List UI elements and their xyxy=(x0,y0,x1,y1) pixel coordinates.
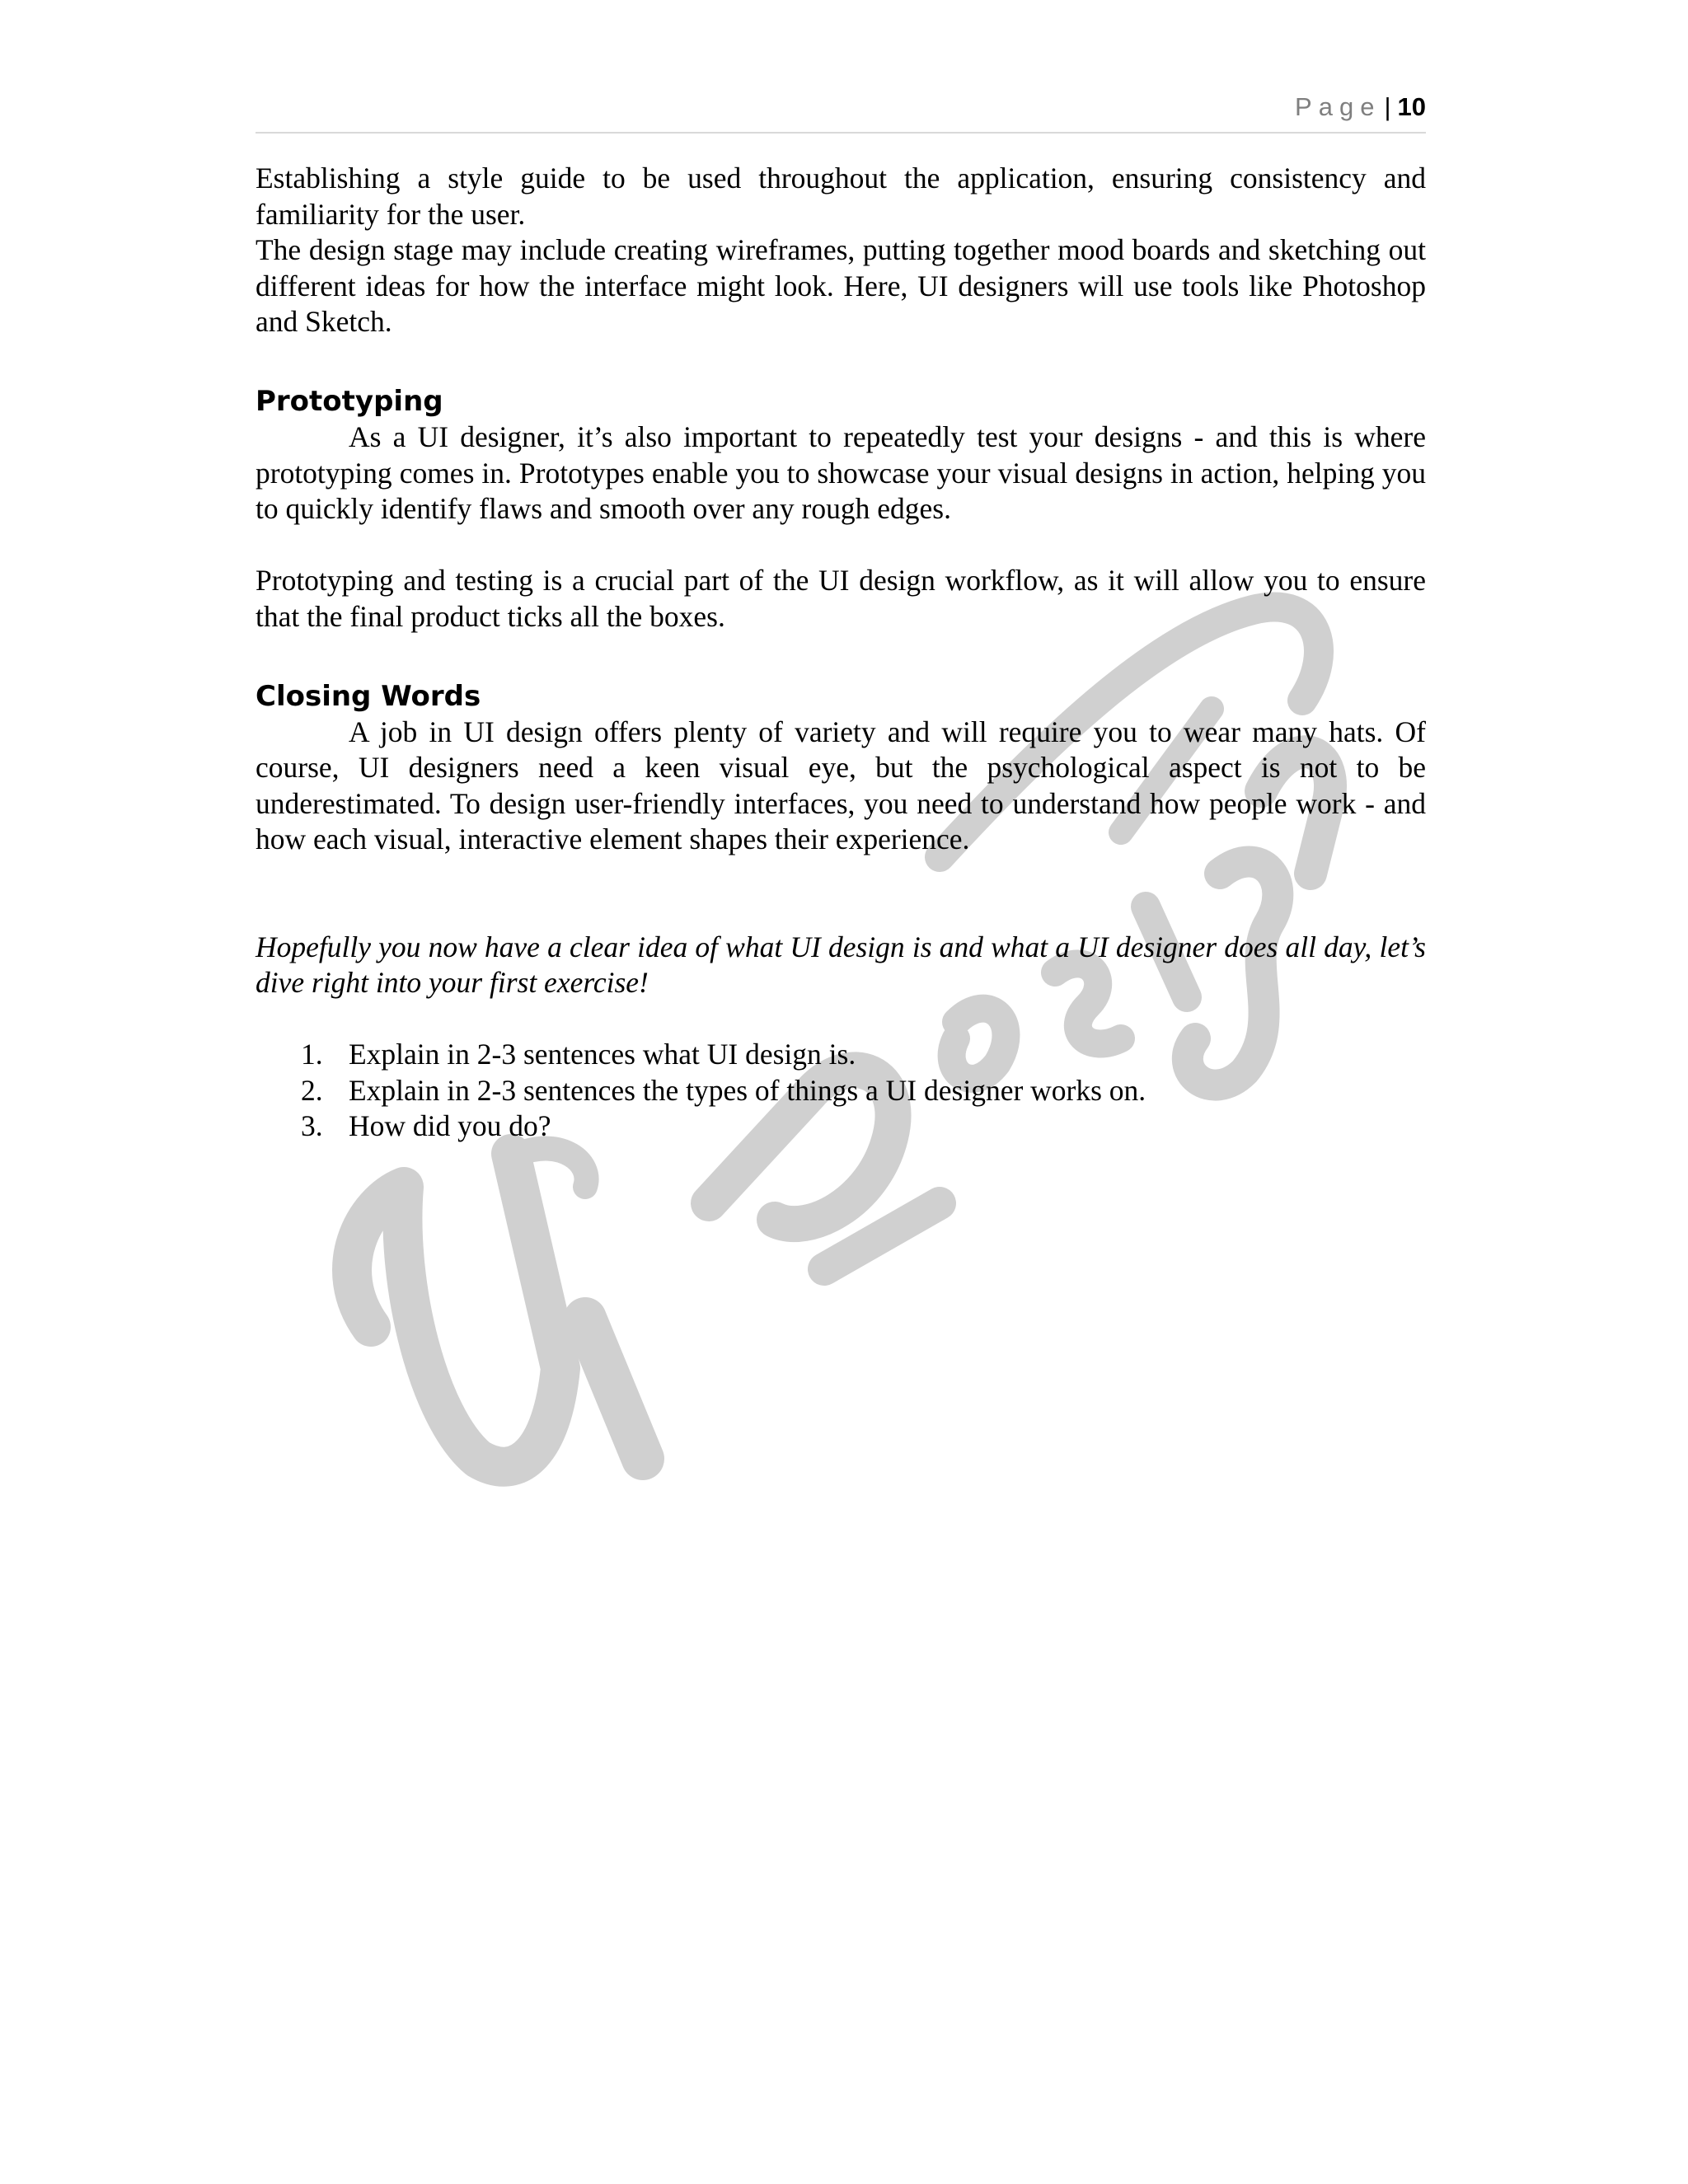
prototyping-paragraph-2: Prototyping and testing is a crucial part of the UI design workflow, as it will allow you to ensure that the final product ticks all the boxes. xyxy=(256,564,1426,633)
exercise-text: Explain in 2-3 sentences what UI design is. xyxy=(349,1038,856,1071)
spacer xyxy=(256,340,1426,377)
spacer xyxy=(256,893,1426,930)
spacer xyxy=(256,858,1426,894)
document-body xyxy=(256,161,1426,1145)
page-number-label xyxy=(1295,91,1426,124)
exercise-list xyxy=(256,1037,1426,1145)
exercise-intro-italic: Hopefully you now have a clear idea of what UI design is and what a UI designer does all day, let’s dive right into your first exercise! xyxy=(256,930,1426,999)
page-number: 10 xyxy=(1397,92,1426,121)
intro-paragraph-2: The design stage may include creating wireframes, putting together mood boards and sketching out different ideas for how the interface might look. Here, UI designers will use tools like Photoshop and Sketch. xyxy=(256,233,1426,338)
list-marker: 1. xyxy=(301,1038,323,1071)
exercise-text: Explain in 2-3 sentences the types of things a UI designer works on. xyxy=(349,1073,1146,1107)
page-word: Page xyxy=(1295,92,1381,121)
page-header xyxy=(256,91,1426,134)
spacer xyxy=(256,1001,1426,1038)
exercise-text: How did you do? xyxy=(349,1109,551,1142)
closing-paragraph: A job in UI design offers plenty of variety and will require you to wear many hats. Of course, UI designers need a keen visual eye, but the psychological aspect is not to be underestimated. To design user-friendly interfaces, you need to understand how people work - and how each visual, interactive element shapes their experience. xyxy=(256,715,1426,855)
prototyping-paragraph-1: As a UI designer, it’s also important to repeatedly test your designs - and this is where prototyping comes in. Prototypes enable you to showcase your visual designs in action, helping you to quickly identify flaws and smooth over any rough edges. xyxy=(256,420,1426,525)
intro-paragraph-1: Establishing a style guide to be used throughout the application, ensuring consistency and familiarity for the user. xyxy=(256,162,1426,231)
list-item xyxy=(256,1073,1426,1109)
list-marker: 3. xyxy=(301,1109,323,1142)
page-separator: | xyxy=(1384,92,1391,121)
closing-words-heading: Closing Words xyxy=(256,679,481,713)
prototyping-heading: Prototyping xyxy=(256,385,443,418)
list-marker: 2. xyxy=(301,1073,323,1107)
list-item xyxy=(256,1108,1426,1145)
spacer xyxy=(256,635,1426,671)
spacer xyxy=(256,527,1426,564)
list-item xyxy=(256,1037,1426,1073)
